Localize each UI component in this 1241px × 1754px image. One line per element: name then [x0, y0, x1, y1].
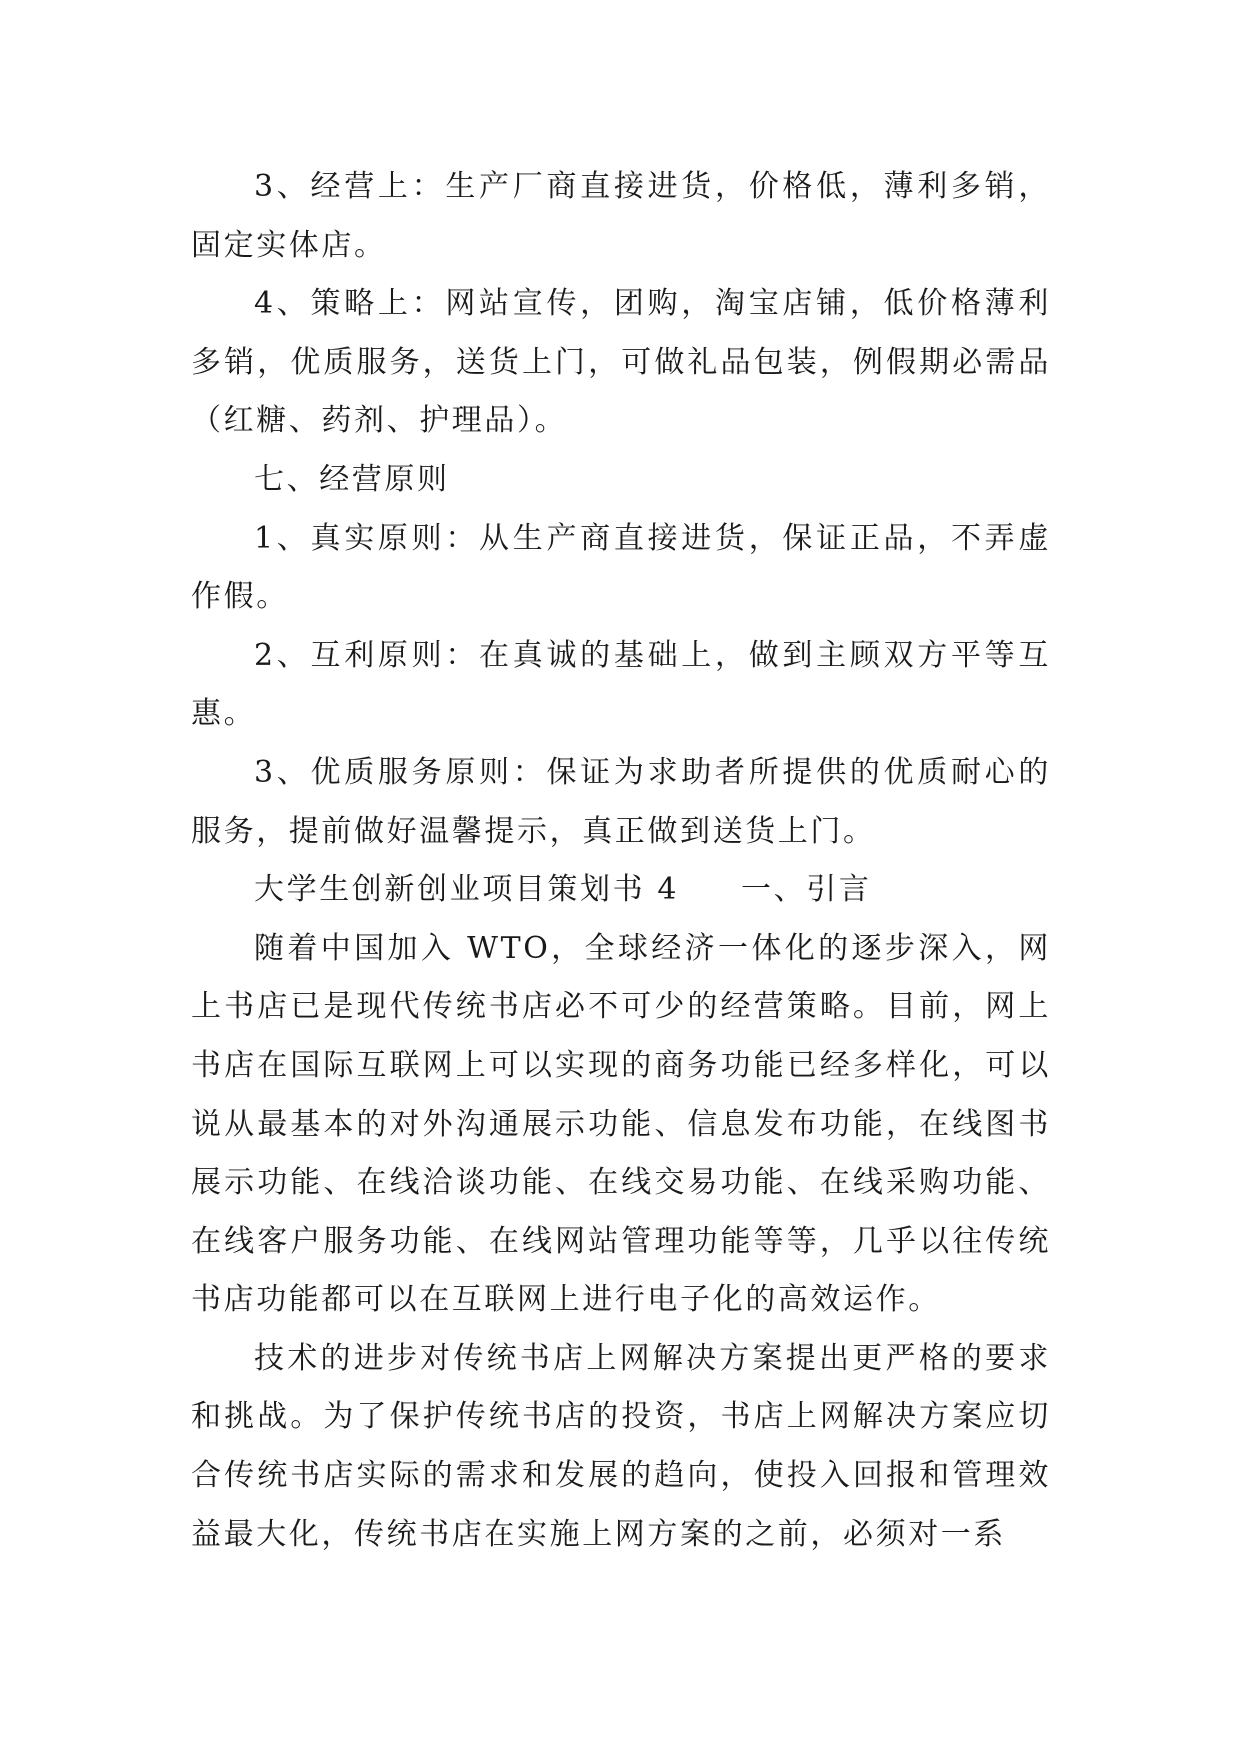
paragraph-technology-progress: 技术的进步对传统书店上网解决方案提出更严格的要求和挑战。为了保护传统书店的投资，书店上网解决方案应切合传统书店实际的需求和发展的趋向，使投入回报和管理效益最大化，传统书店在实施上网方案的之前，必须对一系: [191, 1340, 1051, 1552]
paragraph-strategy: 4、策略上：网站宣传，团购，淘宝店铺，低价格薄利多销，优质服务，送货上门，可做礼品包装，例假期必需品（红糖、药剂、护理品）。: [191, 286, 1051, 439]
document-body: [191, 158, 1051, 1564]
paragraph-truth-principle: 1、真实原则：从生产商直接进货，保证正品，不弄虚作假。: [191, 520, 1051, 615]
section-heading: [191, 861, 1051, 920]
heading-business-principles: 七、经营原则: [254, 461, 450, 497]
paragraph-quality-service-principle: 3、优质服务原则：保证为求助者所提供的优质耐心的服务，提前做好温馨提示，真正做到送货上门。: [191, 754, 1051, 849]
paragraph-mutual-benefit-principle: 2、互利原则：在真诚的基础上，做到主顾双方平等互惠。: [191, 637, 1051, 732]
section-title: 大学生创新创业项目策划书 4: [254, 872, 680, 908]
section-subtitle: 一、引言: [741, 872, 872, 908]
paragraph-introduction: 随着中国加入 WTO，全球经济一体化的逐步深入，网上书店已是现代传统书店必不可少的经营策略。目前，网上书店在国际互联网上可以实现的商务功能已经多样化，可以说从最基本的对外沟通展示功能、信息发布功能，在线图书展示功能、在线洽谈功能、在线交易功能、在线采购功能、在线客户服务功能、在线网站管理功能等等，几乎以往传统书店功能都可以在互联网上进行电子化的高效运作。: [191, 930, 1051, 1318]
paragraph-business-operation: 3、经营上：生产厂商直接进货，价格低，薄利多销，固定实体店。: [191, 169, 1051, 263]
